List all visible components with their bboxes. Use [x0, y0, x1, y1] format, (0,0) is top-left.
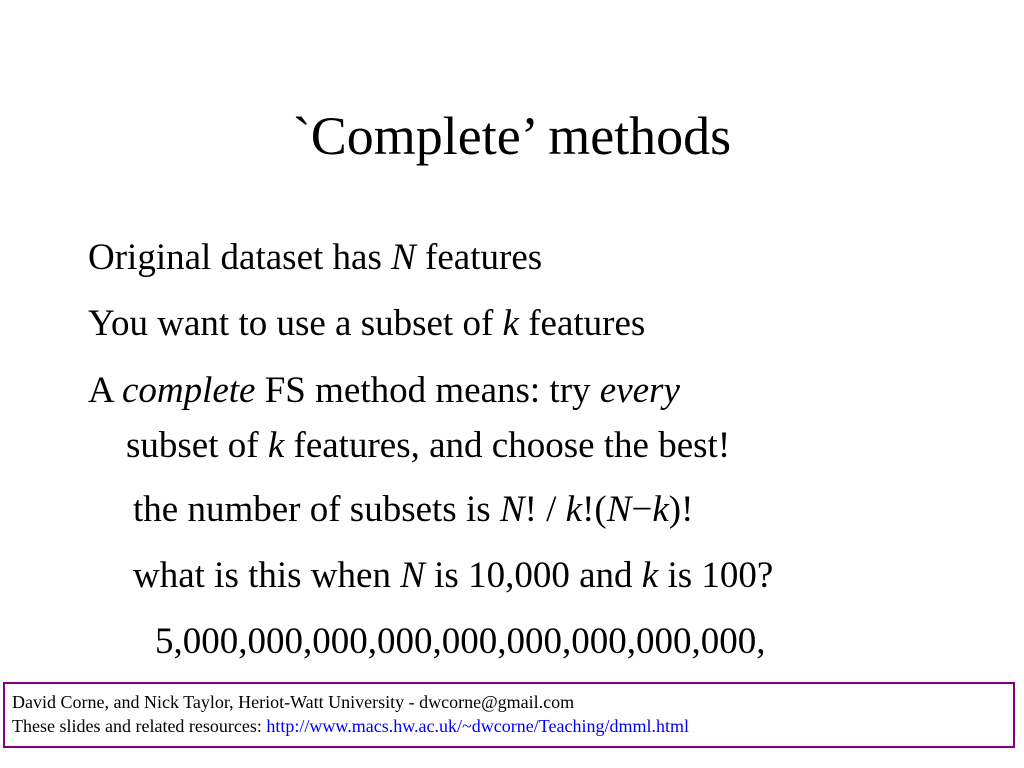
footer-credits-box	[3, 682, 1015, 748]
bullet-complete-method-continued	[126, 424, 730, 468]
slide-title: `Complete’ methods	[292, 106, 732, 166]
text-segment: −	[631, 489, 653, 530]
text-segment: features	[415, 237, 543, 278]
footer-author-line: David Corne, and Nick Taylor, Heriot-Watt University - dwcorne@gmail.com	[12, 692, 575, 712]
text-segment: A	[88, 370, 122, 411]
text-segment: Original dataset has	[88, 237, 392, 278]
sub-bullet-answer-number: 5,000,000,000,000,000,000,000,000,000,	[155, 621, 766, 662]
bullet-original-dataset	[88, 236, 542, 280]
sub-bullet-number-of-subsets	[133, 488, 693, 532]
bullet-complete-method	[88, 369, 680, 413]
text-segment: the number of subsets is	[133, 489, 500, 530]
variable-k: k	[565, 489, 583, 530]
variable-n: N	[391, 237, 416, 278]
text-segment: ! /	[524, 489, 566, 530]
variable-n: N	[606, 489, 632, 530]
text-segment: subset of	[126, 425, 268, 466]
emphasis-complete: complete	[121, 370, 256, 411]
emphasis-every: every	[599, 370, 680, 411]
text-segment: )!	[668, 489, 694, 530]
footer-resources-link[interactable]: http://www.macs.hw.ac.uk/~dwcorne/Teaching/dmml.html	[266, 716, 689, 736]
variable-n: N	[400, 555, 425, 596]
variable-n: N	[499, 489, 525, 530]
sub-bullet-example-question	[133, 554, 773, 598]
text-segment: !(	[582, 489, 607, 530]
variable-k: k	[267, 425, 285, 466]
text-segment: FS method means: try	[255, 370, 600, 411]
variable-k: k	[652, 489, 669, 530]
text-segment: what is this when	[133, 555, 401, 596]
bullet-subset-of-k	[88, 302, 645, 346]
text-segment: features	[518, 303, 646, 344]
variable-k: k	[502, 303, 519, 344]
text-segment: You want to use a subset of	[88, 303, 503, 344]
text-segment: is 10,000 and	[424, 555, 642, 596]
text-segment: is 100?	[658, 555, 774, 596]
text-segment: features, and choose the best!	[284, 425, 731, 466]
footer-resources-label: These slides and related resources:	[12, 716, 267, 736]
footer-resources-line	[12, 714, 1013, 738]
variable-k: k	[641, 555, 659, 596]
